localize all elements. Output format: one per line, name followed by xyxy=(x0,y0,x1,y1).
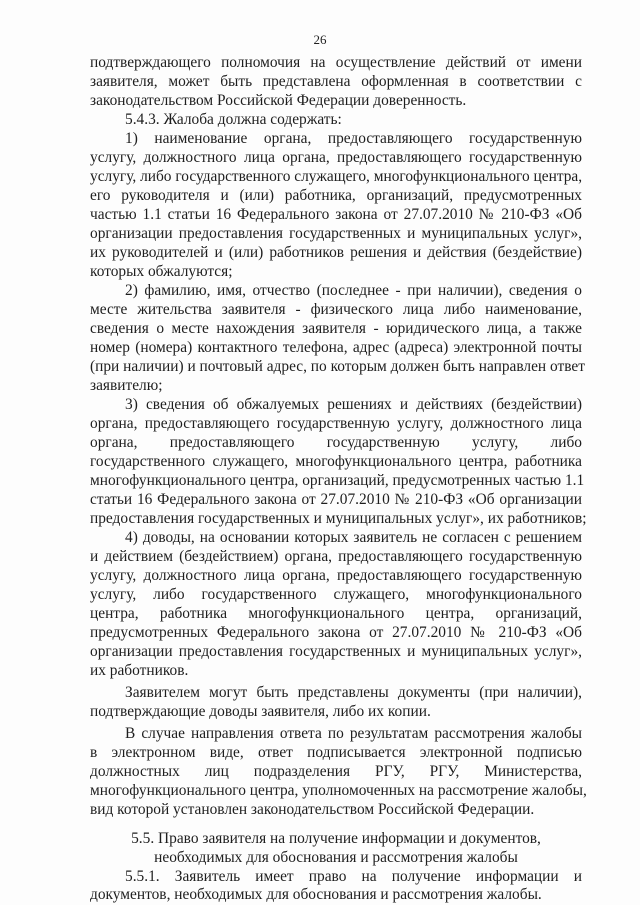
section-heading: 5.5. Право заявителя на получение информации и документов, xyxy=(131,830,541,847)
text-line: в электронном виде, ответ подписывается электронной подписью xyxy=(90,744,582,761)
text-line: В случае направления ответа по результатам рассмотрения жалобы xyxy=(125,725,582,742)
text-line: предоставления государственных и муниципальных услуг», их работников; xyxy=(90,510,587,527)
text-line: 5.4.3. Жалоба должна содержать: xyxy=(125,111,342,128)
text-line: месте жительства заявителя - физического лица либо наименование, xyxy=(90,301,582,318)
text-line: вид которой установлен законодательством Российской Федерации. xyxy=(90,801,535,818)
text-line: организации предоставления государственных и муниципальных услуг», xyxy=(90,643,582,660)
text-line: услугу, либо государственного служащего, многофункционального центра, xyxy=(90,168,583,185)
text-line: 5.5.1. Заявитель имеет право на получение информации и xyxy=(125,868,582,885)
text-line: многофункционального центра, уполномоченных на рассмотрение жалобы, xyxy=(90,782,587,799)
text-line: центра, работника многофункционального центра, организаций, xyxy=(90,605,582,622)
text-line: их работников. xyxy=(90,662,189,679)
text-line: подтверждающие доводы заявителя, либо их копии. xyxy=(90,703,431,720)
text-line: заявителю; xyxy=(90,377,163,394)
text-line: его руководителя и (или) работника, организаций, предусмотренных xyxy=(90,187,582,204)
text-line: (при наличии) и почтовый адрес, по которым должен быть направлен ответ xyxy=(90,358,585,375)
text-line: Заявителем могут быть представлены документы (при наличии), xyxy=(125,684,582,701)
text-line: законодательством Российской Федерации доверенность. xyxy=(90,92,467,109)
text-line: 3) сведения об обжалуемых решениях и действиях (бездействии) xyxy=(125,396,582,413)
text-line: заявителя, может быть представлена оформленная в соответствии с xyxy=(90,73,582,90)
text-line: сведения о месте нахождения заявителя - юридического лица, а также xyxy=(90,320,582,337)
text-line: многофункционального центра, организаций, предусмотренных частью 1.1 xyxy=(90,472,585,489)
text-line: услугу, должностного лица органа, предоставляющего государственную xyxy=(90,149,582,166)
text-line: 4) доводы, на основании которых заявитель не согласен с решением xyxy=(125,529,582,546)
text-line: услугу, должностного лица органа, предоставляющего государственную xyxy=(90,567,582,584)
text-line: органа, предоставляющего государственную услугу, либо xyxy=(90,434,582,451)
page-number: 26 xyxy=(313,32,327,47)
text-line: услугу, либо государственного служащего, многофункционального xyxy=(90,586,582,603)
text-line: документов, необходимых для обоснования и рассмотрения жалобы. xyxy=(90,886,542,903)
text-line: 2) фамилию, имя, отчество (последнее - при наличии), сведения о xyxy=(125,282,582,299)
text-line: 1) наименование органа, предоставляющего государственную xyxy=(125,130,582,147)
text-line: статьи 16 Федерального закона от 27.07.2010 № 210-ФЗ «Об организации xyxy=(90,491,582,508)
text-line: частью 1.1 статьи 16 Федерального закона от 27.07.2010 № 210-ФЗ «Об xyxy=(90,206,582,223)
text-line: подтверждающего полномочия на осуществление действий от имени xyxy=(90,54,582,71)
text-line: которых обжалуются; xyxy=(90,263,233,280)
text-line: их руководителей и (или) работников решения и действия (бездействие) xyxy=(90,244,582,261)
text-line: номер (номера) контактного телефона, адрес (адреса) электронной почты xyxy=(90,339,582,356)
text-line: должностных лиц подразделения РГУ, РГУ, Министерства, xyxy=(90,763,582,780)
text-line: государственного служащего, многофункционального центра, работника xyxy=(90,453,582,470)
text-line: и действием (бездействием) органа, предоставляющего государственную xyxy=(90,548,582,565)
text-line: предусмотренных Федерального закона от 27.07.2010 № 210-ФЗ «Об xyxy=(90,624,582,641)
text-line: организации предоставления государственных и муниципальных услуг», xyxy=(90,225,582,242)
section-heading: необходимых для обоснования и рассмотрения жалобы xyxy=(154,849,518,866)
text-line: органа, предоставляющего государственную услугу, должностного лица xyxy=(90,415,582,432)
